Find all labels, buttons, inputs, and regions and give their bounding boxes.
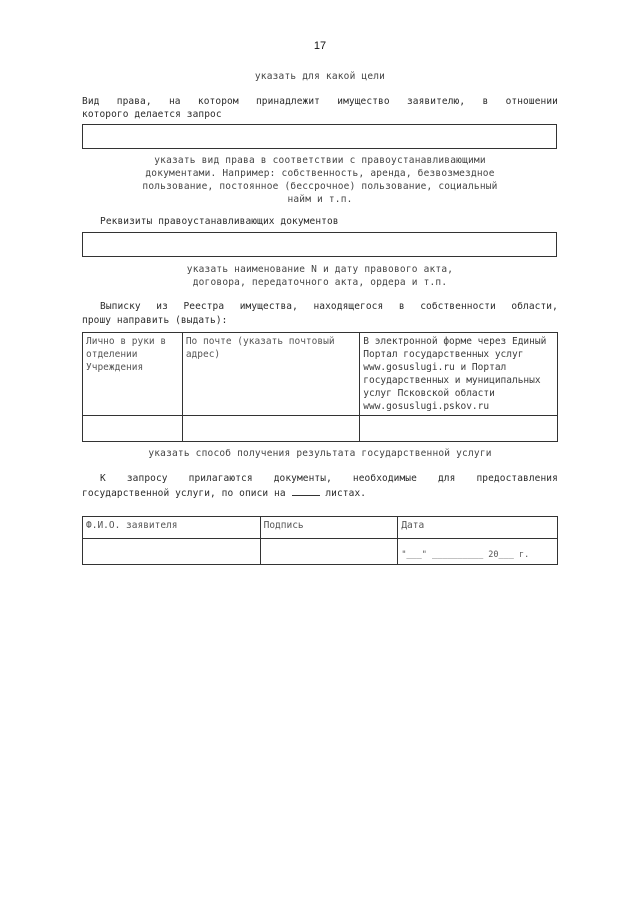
word: отношении bbox=[505, 96, 558, 107]
delivery-options-table bbox=[82, 332, 558, 442]
extract-hint: указать способ получения результата государственной услуги bbox=[148, 448, 492, 459]
hint-line: пользование, постоянное (бессрочное) пользование, социальный bbox=[142, 181, 498, 192]
word: для bbox=[437, 473, 456, 484]
date-header: Дата bbox=[398, 517, 558, 539]
option-in-person-mark[interactable] bbox=[83, 416, 183, 442]
word: области, bbox=[511, 301, 558, 312]
word: котором bbox=[197, 96, 239, 107]
word: прилагаются bbox=[188, 473, 253, 484]
word: в bbox=[482, 96, 489, 107]
word: заявителю, bbox=[406, 96, 466, 107]
word: собственности bbox=[420, 301, 496, 312]
hint-line: документами. Например: собственность, аренда, безвозмездное bbox=[145, 168, 495, 179]
word: К bbox=[100, 473, 106, 484]
right-type-hint bbox=[100, 154, 540, 206]
word: документы, bbox=[273, 473, 332, 484]
documents-label: Реквизиты правоустанавливающих документов bbox=[100, 216, 339, 227]
extract-line1 bbox=[100, 300, 558, 313]
word: имущества, bbox=[239, 301, 298, 312]
signature-table bbox=[82, 516, 558, 565]
word: имущество bbox=[337, 96, 390, 107]
documents-hint bbox=[100, 263, 540, 289]
documents-field[interactable] bbox=[82, 232, 557, 257]
word: необходимые bbox=[352, 473, 417, 484]
word: в bbox=[398, 301, 405, 312]
option-electronic[interactable]: В электронной форме через Единый Портал государственных услуг www.gosuslugi.ru и Портал государственных и муниципальных услуг Псковской области www.gosuslugi.pskov.ru bbox=[360, 333, 558, 416]
option-in-person[interactable]: Лично в руки в отделении Учреждения bbox=[83, 333, 183, 416]
word: Вид bbox=[82, 96, 100, 107]
word: предоставления bbox=[476, 473, 558, 484]
applicant-name-cell[interactable] bbox=[83, 539, 261, 565]
word: запросу bbox=[126, 473, 168, 484]
attachments-line2-suffix: листах. bbox=[325, 488, 367, 499]
signature-header: Подпись bbox=[260, 517, 398, 539]
word: принадлежит bbox=[255, 96, 320, 107]
word: из bbox=[156, 301, 168, 312]
hint-line: указать вид права в соответствии с правоустанавливающими bbox=[154, 155, 486, 166]
option-by-mail-mark[interactable] bbox=[182, 416, 359, 442]
attachments-line2-prefix: государственной услуги, по описи на bbox=[82, 488, 286, 499]
sheet-count-blank[interactable] bbox=[292, 486, 320, 496]
hint-line: указать наименование N и дату правового акта, bbox=[186, 264, 454, 275]
signature-cell[interactable] bbox=[260, 539, 398, 565]
word: находящегося bbox=[313, 301, 384, 312]
attachments-line1 bbox=[100, 472, 558, 485]
right-type-line1 bbox=[82, 95, 558, 108]
attachments-line2 bbox=[82, 486, 366, 500]
option-by-mail[interactable]: По почте (указать почтовый адрес) bbox=[182, 333, 359, 416]
word: Выписку bbox=[100, 301, 141, 312]
right-type-line2: которого делается запрос bbox=[82, 109, 222, 120]
extract-line2: прошу направить (выдать): bbox=[82, 315, 228, 326]
right-type-field[interactable] bbox=[82, 124, 557, 149]
word: Реестра bbox=[183, 301, 225, 312]
hint-line: найм и т.п. bbox=[287, 194, 353, 205]
purpose-hint: указать для какой цели bbox=[254, 71, 386, 82]
applicant-name-header: Ф.И.О. заявителя bbox=[83, 517, 261, 539]
option-electronic-mark[interactable] bbox=[360, 416, 558, 442]
word: права, bbox=[116, 96, 152, 107]
date-cell[interactable]: "___" __________ 20___ г. bbox=[398, 539, 558, 565]
page-number: 17 bbox=[313, 40, 327, 52]
hint-line: договора, передаточного акта, ордера и т.п. bbox=[192, 277, 448, 288]
word: на bbox=[168, 96, 181, 107]
